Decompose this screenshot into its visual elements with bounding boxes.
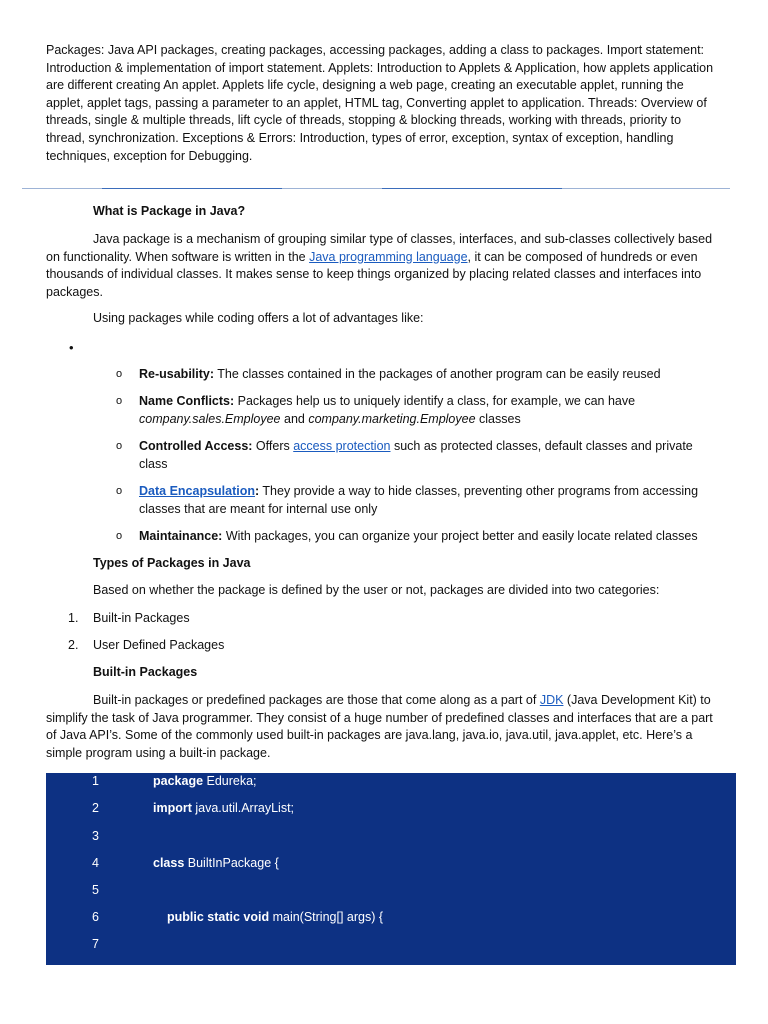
intro-paragraph	[46, 231, 722, 301]
java-programming-language-link[interactable]: Java programming language	[309, 249, 468, 264]
types-intro: Based on whether the package is defined by the user or not, packages are divided into two categories:	[93, 583, 660, 597]
controlled-access-title: Controlled Access:	[139, 439, 253, 453]
code-keyword: import	[153, 801, 192, 815]
line-number: 5	[92, 883, 99, 897]
code-text	[153, 855, 279, 872]
reusability-title: Re-usability:	[139, 367, 215, 381]
controlled-access-text: Offers	[252, 439, 294, 453]
code-keyword: public static void	[167, 910, 270, 924]
line-number: 3	[92, 829, 99, 843]
code-text	[167, 909, 383, 926]
list-item	[68, 610, 190, 628]
reusability-text: The classes contained in the packages of another program can be easily reused	[214, 367, 661, 381]
advantage-name-conflicts	[116, 393, 636, 428]
code-rest: Edureka;	[203, 774, 257, 788]
intro-text-start: Java package is a mechanism of grouping similar type of classes, interfaces, and sub-classes collectively based on functionality. When software is written in the	[46, 232, 713, 264]
code-rest: BuiltInPackage {	[184, 856, 279, 870]
built-in-paragraph	[46, 692, 724, 762]
built-in-text-start: Built-in packages or predefined packages are those that come along as a part of	[93, 693, 540, 707]
list-item-label: Built-in Packages	[93, 611, 190, 625]
code-keyword: package	[153, 774, 204, 788]
line-number: 7	[92, 937, 99, 951]
classes-text: classes	[475, 411, 521, 426]
controlled-access-text-end: such as protected classes, default classes and private class	[139, 439, 693, 471]
line-number: 1	[92, 774, 99, 788]
example-sales-employee: company.sales.Employee	[139, 411, 281, 426]
name-conflicts-title: Name Conflicts:	[139, 394, 235, 408]
jdk-link[interactable]: JDK	[539, 693, 564, 707]
code-text	[153, 800, 294, 817]
list-item	[68, 637, 224, 655]
list-number: 1.	[68, 611, 79, 625]
example-marketing-employee: company.marketing.Employee	[308, 411, 476, 426]
name-conflicts-text: Packages help us to uniquely identify a class, for example, we can have	[234, 394, 636, 408]
code-rest: java.util.ArrayList;	[191, 801, 295, 815]
advantage-controlled-access	[116, 438, 714, 473]
data-encapsulation-text: They provide a way to hide classes, preventing other programs from accessing classes that are meant for internal use only	[139, 484, 699, 516]
horizontal-divider	[22, 188, 730, 189]
advantages-intro: Using packages while coding offers a lot of advantages like:	[93, 311, 424, 325]
intro-text-end: , it can be composed of hundreds or even thousands of individual classes. It makes sense to keep things organized by placing related classes and interfaces into packages.	[46, 249, 702, 299]
data-encapsulation-colon: :	[255, 484, 260, 498]
list-number: 2.	[68, 638, 79, 652]
heading-types-of-packages: Types of Packages in Java	[93, 556, 251, 570]
data-encapsulation-link[interactable]: Data Encapsulation	[139, 484, 255, 498]
line-number: 6	[92, 910, 99, 924]
line-number: 4	[92, 856, 99, 870]
syllabus-paragraph: Packages: Java API packages, creating packages, accessing packages, adding a class to packages. Import statement: Introduction & implementation of import statement. Applets: Introduction to Applets & Application, how applets application are different creating An applet. Applets life cycle, designing a web page, creating an executable applet, running the applet, applet tags, passing a parameter to an applet, HTML tag, Converting applet to application. Threads: Overview of threads, single & multiple threads, lift cycle of threads, stopping & blocking threads, working with threads, priority to thread, synchronization. Exceptions & Errors: Introduction, types of error, exception, syntax of exception, handling techniques, exception for Debugging.	[46, 43, 714, 163]
access-protection-link[interactable]: access protection	[293, 439, 391, 453]
empty-bullet: •	[69, 340, 74, 355]
advantage-data-encapsulation	[116, 483, 714, 518]
code-block	[46, 773, 736, 965]
advantage-maintainance	[116, 528, 714, 546]
sub-bullet-marker: o	[116, 440, 123, 452]
sub-bullet-marker: o	[116, 368, 123, 380]
maintainance-text: With packages, you can organize your project better and easily locate related classes	[222, 529, 698, 543]
line-number: 2	[92, 801, 99, 815]
built-in-text-end: (Java Development Kit) to simplify the task of Java programmer. They consist of a huge number of predefined classes and interfaces that are a part of Java API’s. Some of the commonly used built-in packages are java.lang, java.io, java.util, java.applet, etc. Here’s a simple program using a built-in package.	[46, 693, 713, 760]
heading-built-in-packages: Built-in Packages	[93, 665, 198, 679]
sub-bullet-marker: o	[116, 395, 123, 407]
maintainance-title: Maintainance:	[139, 529, 223, 543]
and-text: and	[280, 411, 309, 426]
advantage-reusability	[116, 366, 714, 384]
list-item-label: User Defined Packages	[93, 638, 225, 652]
sub-bullet-marker: o	[116, 530, 123, 542]
code-keyword: class	[153, 856, 185, 870]
code-rest: main(String[] args) {	[269, 910, 384, 924]
code-text	[153, 773, 257, 790]
sub-bullet-marker: o	[116, 485, 123, 497]
heading-what-is-package: What is Package in Java?	[93, 204, 246, 218]
